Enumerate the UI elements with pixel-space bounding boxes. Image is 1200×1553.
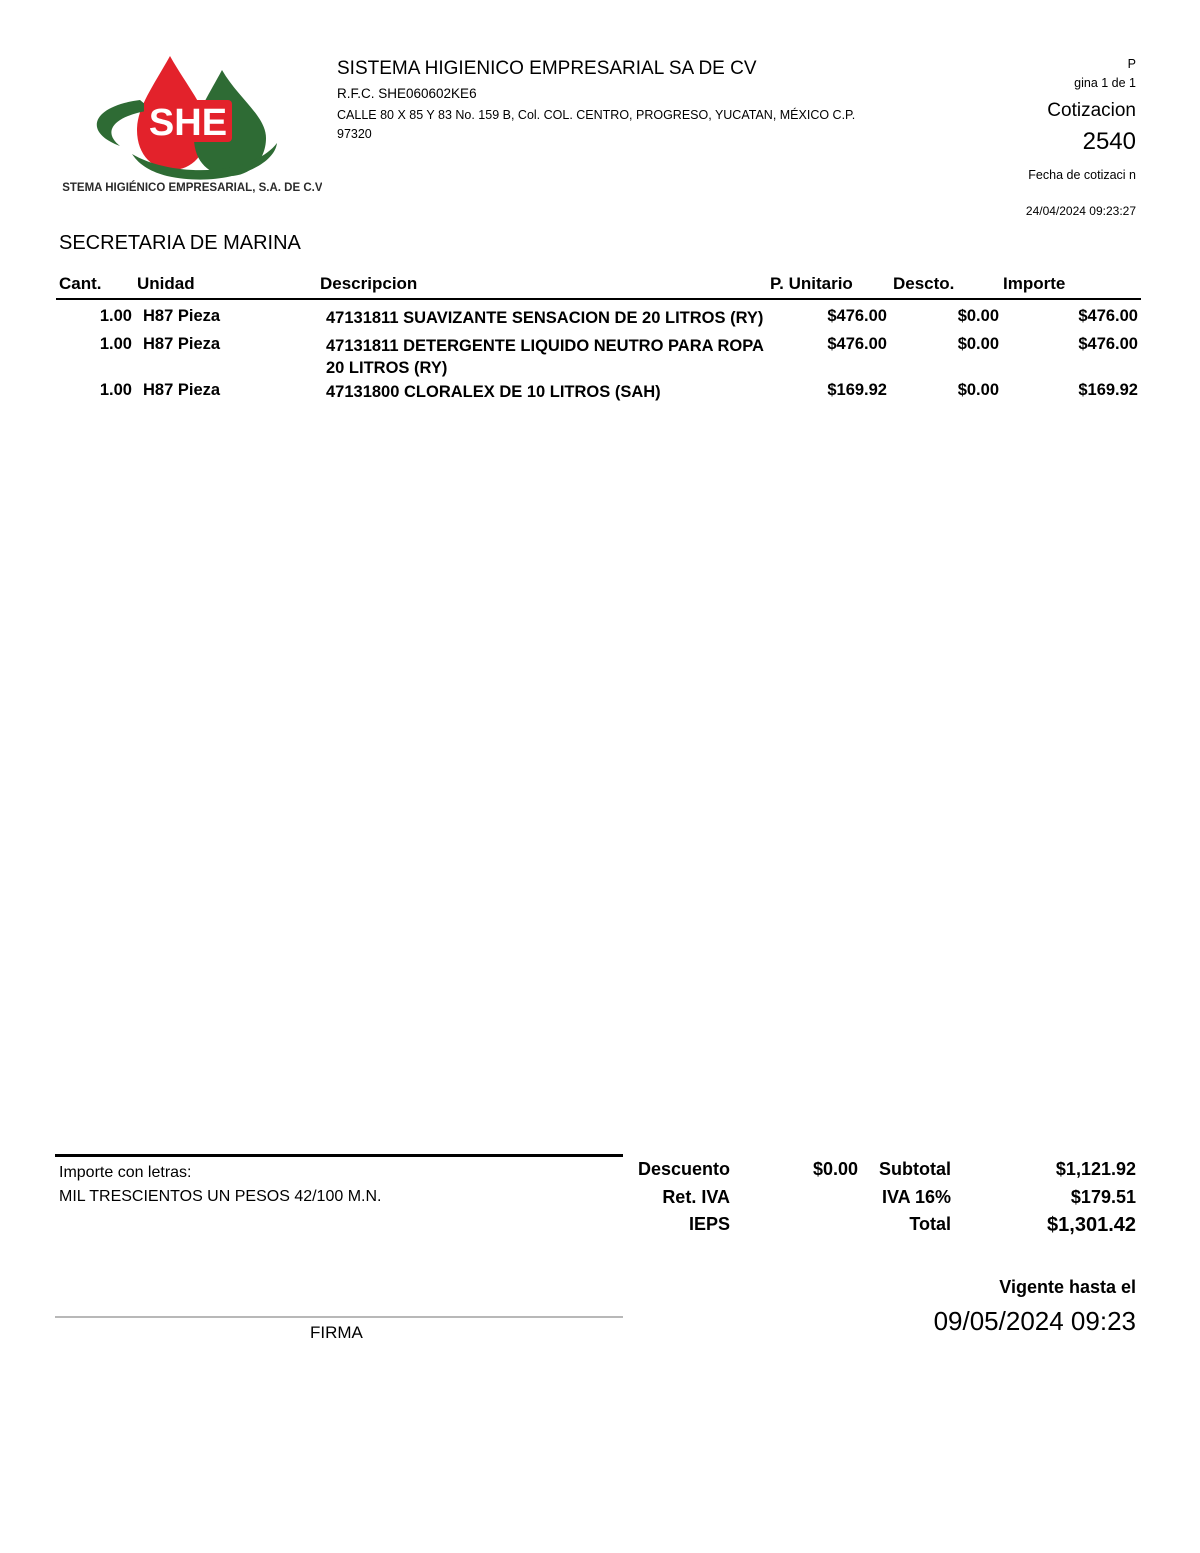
header-descripcion: Descripcion [320,274,418,293]
page-indicator-p: P [1127,57,1136,71]
cell-unidad: H87 Pieza [143,335,221,353]
cell-importe: $476.00 [1078,307,1138,325]
ret-iva-label: Ret. IVA [662,1187,730,1207]
iva-value: $179.51 [1070,1187,1136,1207]
descuento-value: $0.00 [812,1159,858,1179]
cell-precio: $476.00 [827,335,887,353]
cell-importe: $476.00 [1078,335,1138,353]
company-logo [62,48,322,198]
cell-unidad: H87 Pieza [143,381,221,399]
client-name: SECRETARIA DE MARINA [59,232,301,254]
company-address: CALLE 80 X 85 Y 83 No. 159 B, Col. COL. CENTRO, PROGRESO, YUCATAN, MÉXICO C.P. 97320 [337,108,856,141]
total-label: Total [909,1214,951,1234]
amount-words-label: Importe con letras: [59,1164,192,1181]
cell-descripcion: 47131800 CLORALEX DE 10 LITROS (SAH) [326,383,661,401]
company-name: SISTEMA HIGIENICO EMPRESARIAL SA DE CV [337,58,757,79]
she-logo-icon [62,48,322,198]
cell-cant: 1.00 [99,335,132,353]
cell-descripcion: 47131811 DETERGENTE LIQUIDO NEUTRO PARA ROPA 20 LITROS (RY) [326,337,764,377]
page-indicator: gina 1 de 1 [1074,76,1136,90]
iva-label: IVA 16% [881,1187,951,1207]
cell-descto: $0.00 [957,335,999,353]
cell-cant: 1.00 [99,381,132,399]
amount-words: MIL TRESCIENTOS UN PESOS 42/100 M.N. [59,1188,382,1205]
header-unidad: Unidad [137,274,195,293]
company-rfc: R.F.C. SHE060602KE6 [337,86,477,101]
signature-line [55,1316,623,1318]
total-value: $1,301.42 [1047,1214,1136,1236]
quote-date-label: Fecha de cotizaci n [1028,168,1136,182]
svg-text:SHE: SHE [148,102,228,144]
cell-descto: $0.00 [957,307,999,325]
svg-text:SISTEMA HIGIÉNICO EMPRESARIAL,: SISTEMA HIGIÉNICO EMPRESARIAL, S.A. DE C.V. [62,182,322,194]
cell-precio: $169.92 [827,381,887,399]
valid-until-date: 09/05/2024 09:23 [933,1306,1136,1336]
signature-label: FIRMA [310,1323,363,1342]
subtotal-value: $1,121.92 [1055,1159,1136,1179]
quote-label: Cotizacion [1047,100,1136,121]
quote-number: 2540 [1082,128,1136,155]
cell-unidad: H87 Pieza [143,307,221,325]
cell-importe: $169.92 [1078,381,1138,399]
cell-descto: $0.00 [957,381,999,399]
header-importe: Importe [1003,274,1066,293]
header-precio: P. Unitario [770,274,853,293]
subtotal-label: Subtotal [879,1159,951,1179]
cell-cant: 1.00 [99,307,132,325]
descuento-label: Descuento [637,1159,730,1179]
ieps-label: IEPS [688,1214,730,1234]
header-descto: Descto. [893,274,955,293]
cell-precio: $476.00 [827,307,887,325]
header-divider [56,298,1141,300]
quote-date: 24/04/2024 09:23:27 [1025,204,1136,218]
header-cant: Cant. [59,274,102,293]
summary-divider [55,1154,623,1157]
cell-descripcion: 47131811 SUAVIZANTE SENSACION DE 20 LITROS (RY) [326,309,764,327]
valid-until-label: Vigente hasta el [999,1277,1136,1297]
